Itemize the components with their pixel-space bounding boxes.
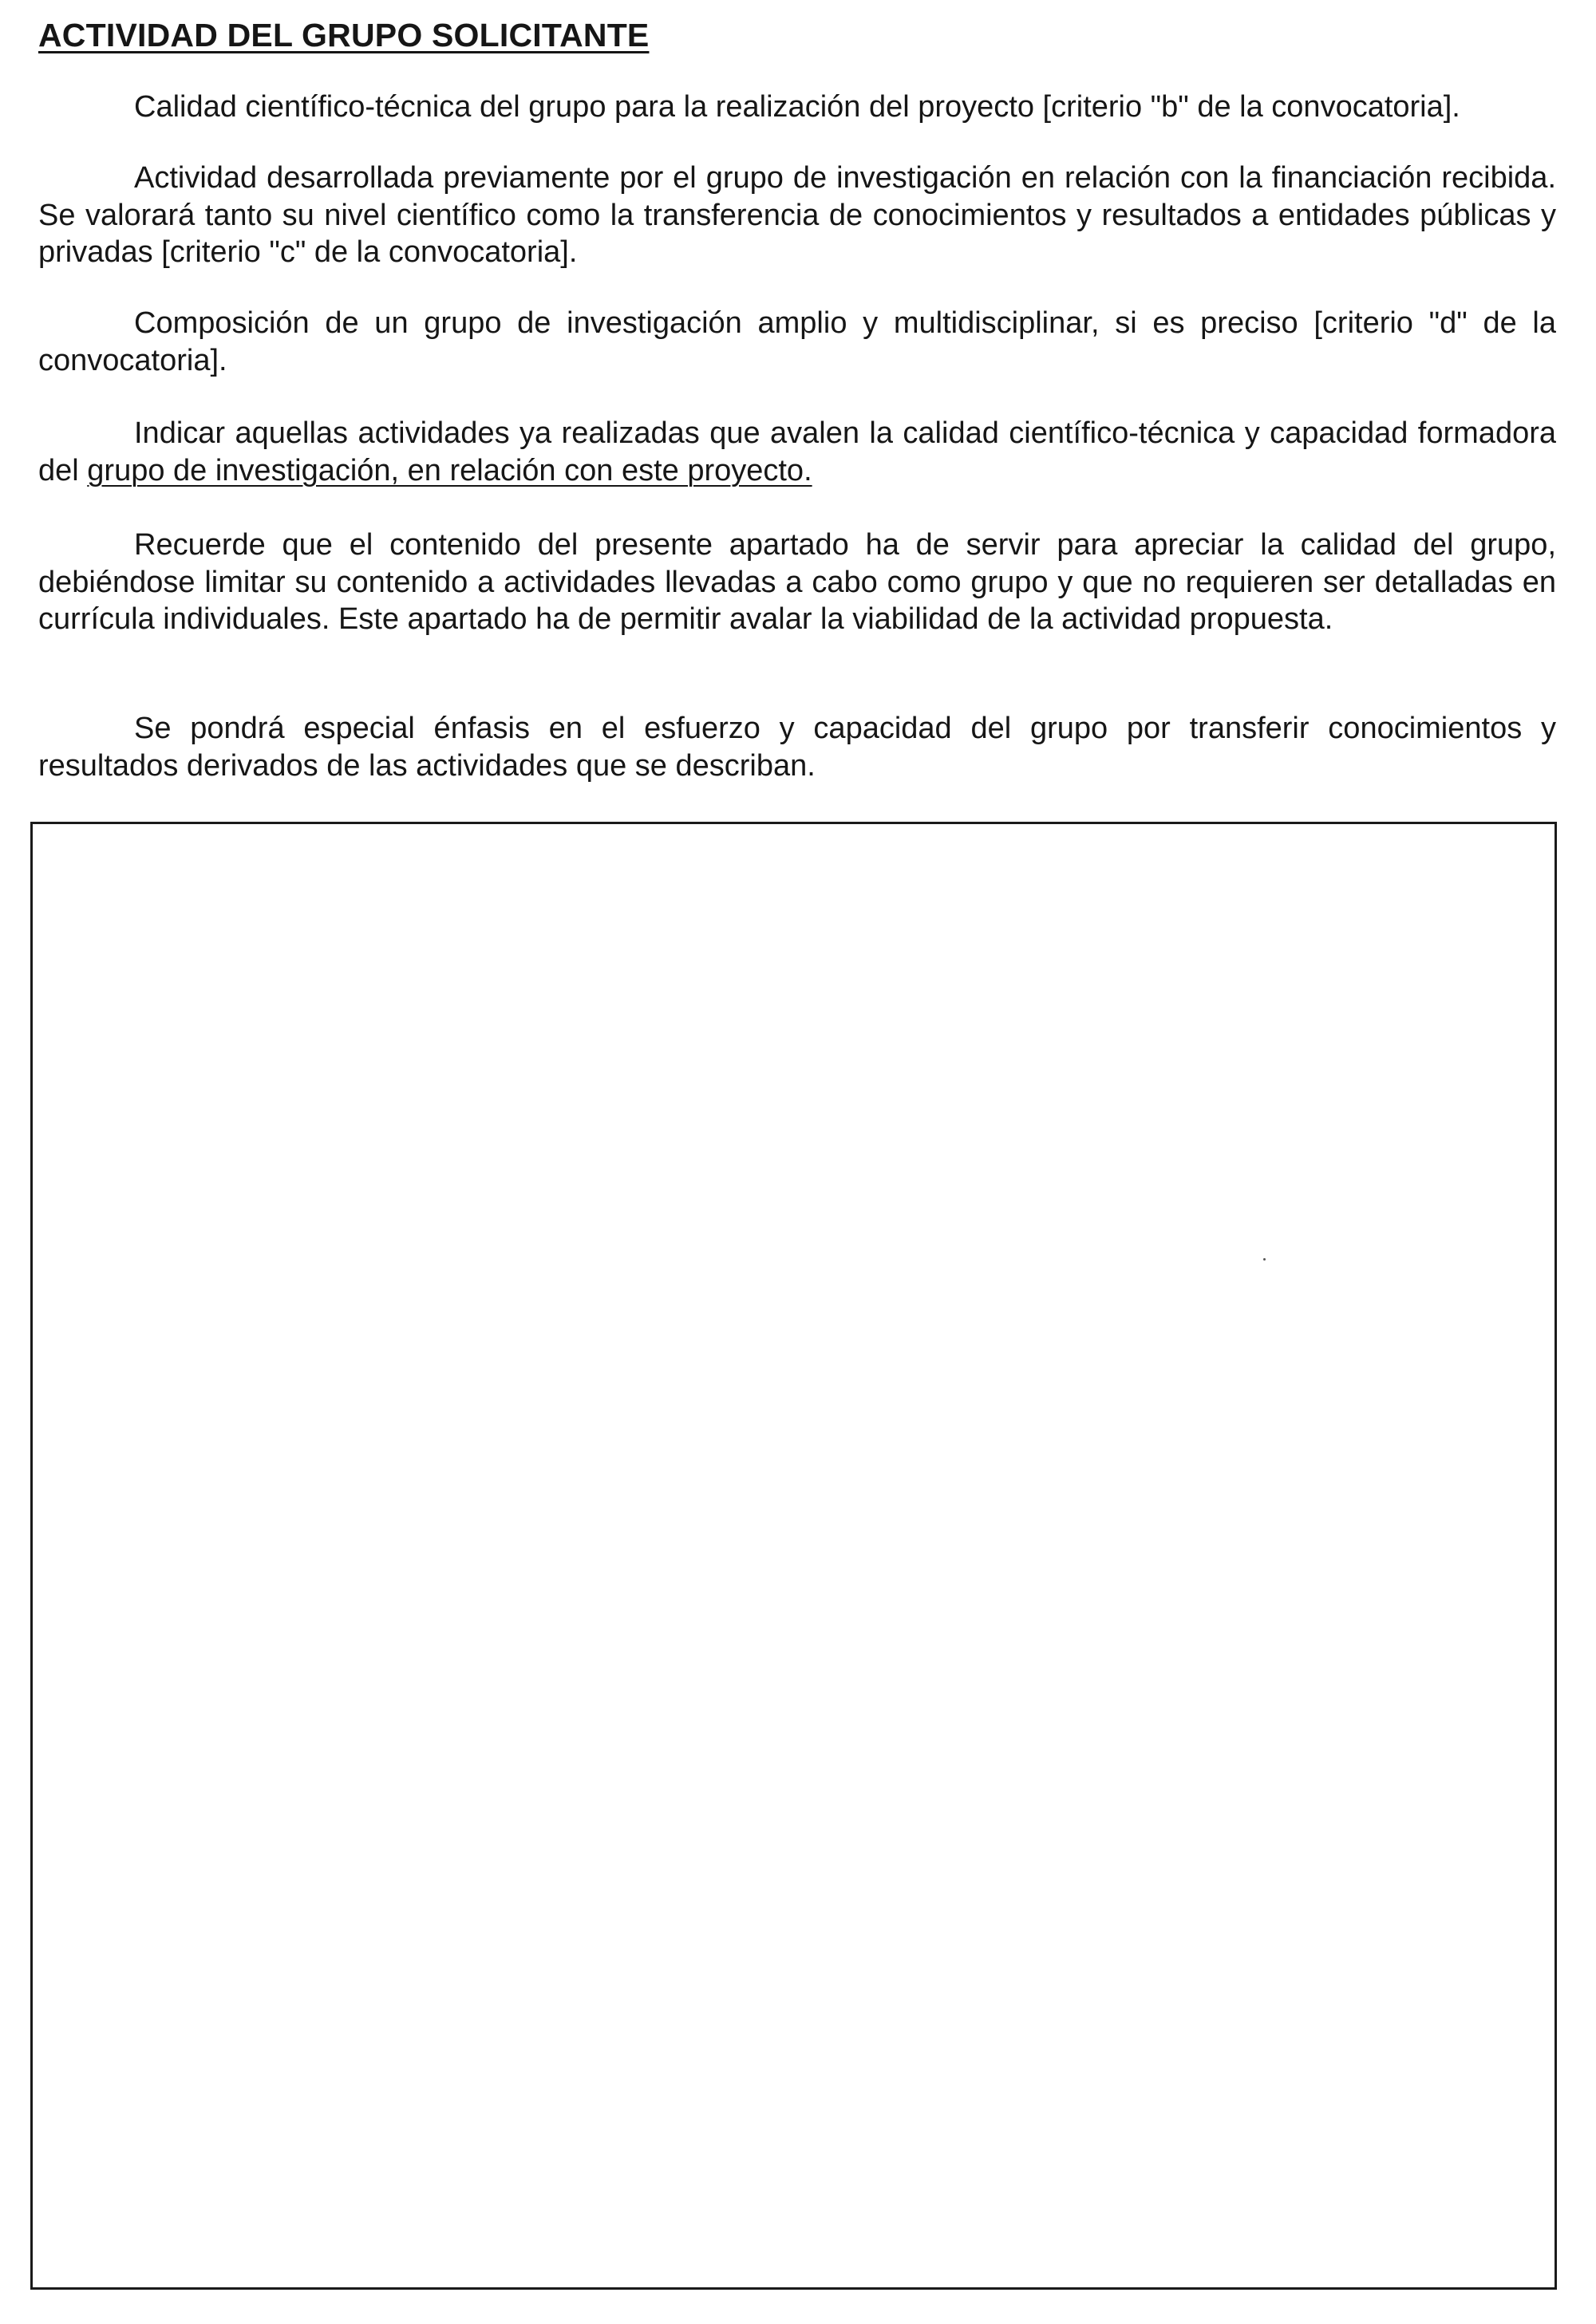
section-heading: ACTIVIDAD DEL GRUPO SOLICITANTE [38, 17, 650, 53]
instructions-underlined-text: grupo de investigación, en relación con este proyecto. [87, 453, 812, 487]
criterion-b-paragraph: Calidad científico-técnica del grupo para la realización del proyecto [criterio "b" de la convocatoria]. [134, 90, 1460, 124]
instructions-paragraph [38, 415, 1556, 489]
instructions-text: Indicar aquellas actividades ya realizadas que avalen la calidad científico-técnica y capacidad formadora del [38, 416, 1556, 487]
criterion-d-paragraph: Composición de un grupo de investigación amplio y multidisciplinar, si es preciso [criterio "d" de la convocatoria]. [38, 306, 1556, 377]
emphasis-paragraph: Se pondrá especial énfasis en el esfuerzo y capacidad del grupo por transferir conocimientos y resultados derivados de las actividades que se describan. [38, 712, 1556, 783]
criterion-c-paragraph: Actividad desarrollada previamente por el grupo de investigación en relación con la financiación recibida. Se valorará tanto su nivel científico como la transferencia de conocimientos y resultados a entidades públicas y privadas [criterio "c" de la convocatoria]. [38, 161, 1556, 269]
reminder-paragraph: Recuerde que el contenido del presente apartado ha de servir para apreciar la calidad del grupo, debiéndose limitar su contenido a actividades llevadas a cabo como grupo y que no requieren ser detalladas en currícula individuales. Este apartado ha de permitir avalar la viabilidad de la actividad propuesta. [38, 528, 1556, 636]
answer-text-box[interactable] [30, 822, 1557, 2290]
scan-speck [1263, 1258, 1266, 1261]
